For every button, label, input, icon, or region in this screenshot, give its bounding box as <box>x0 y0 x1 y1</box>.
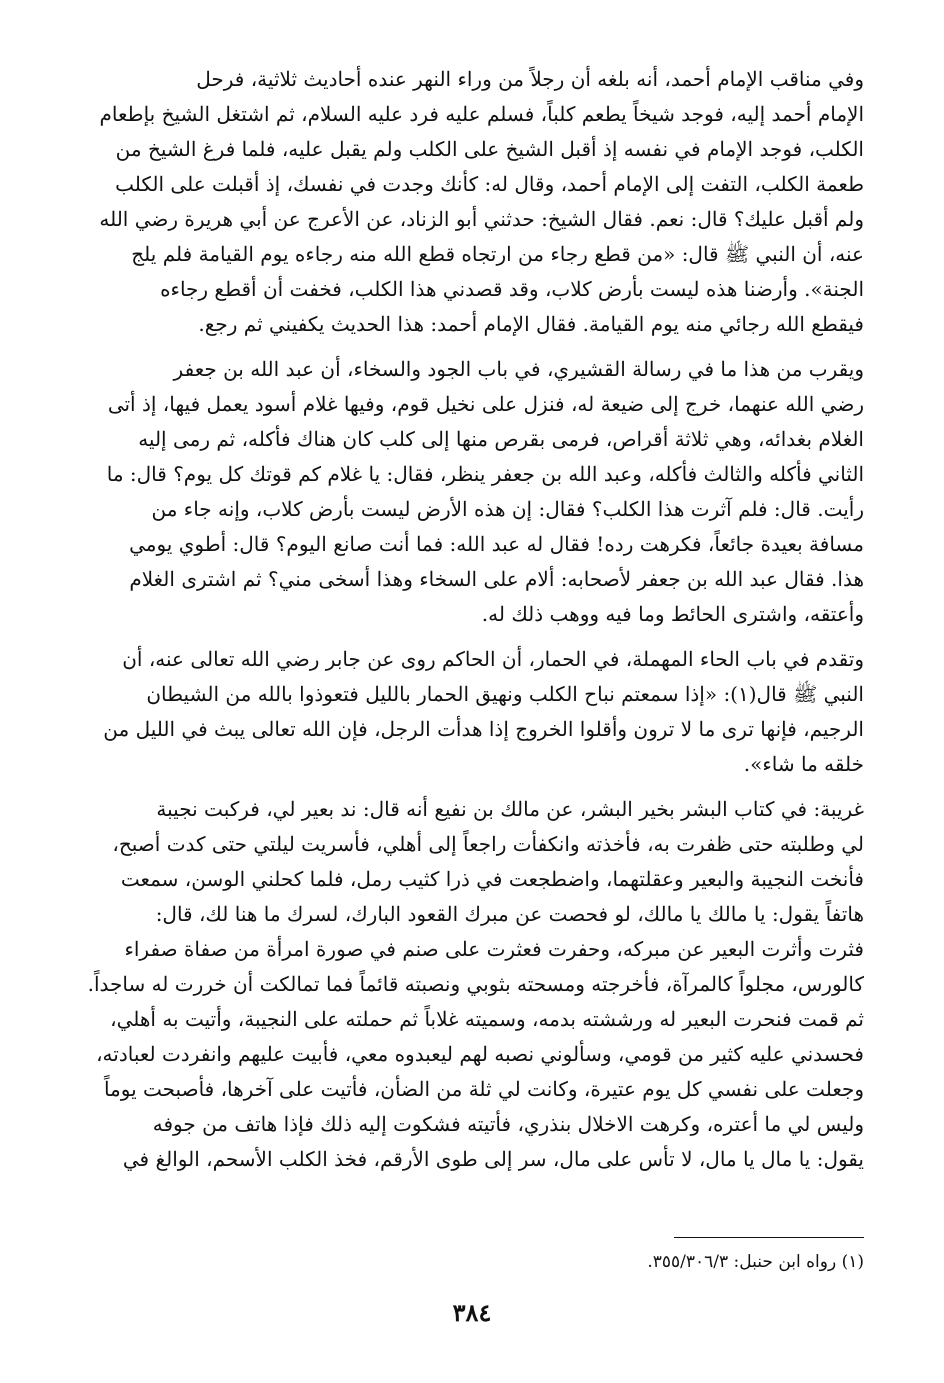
text-line: وفي مناقب الإمام أحمد، أنه بلغه أن رجلاً من وراء النهر عنده أحاديث ثلاثية، فرحل <box>196 67 864 91</box>
footnote: (١) رواه ابن حنبل: ٣٥٥/٣٠٦/٣. <box>647 1252 864 1272</box>
page-number: ٣٨٤ <box>452 1298 492 1327</box>
text-line: الثاني فأكله والثالث فأكله، وعبد الله بن جعفر ينظر، فقال: يا غلام كم قوتك كل يوم؟ قال: ما <box>106 462 864 486</box>
text-line: فيقطع الله رجائي منه يوم القيامة. فقال الإمام أحمد: هذا الحديث يكفيني ثم رجع. <box>198 312 864 336</box>
text-line: النبي ﷺ قال(١): «إذا سمعتم نباح الكلب ونهيق الحمار بالليل فتعوذوا بالله من الشيطان <box>146 682 864 706</box>
footnote-separator <box>674 1237 864 1238</box>
text-line: وتقدم في باب الحاء المهملة، في الحمار، أن الحاكم روى عن جابر رضي الله تعالى عنه، أن <box>122 647 864 671</box>
paragraph <box>80 62 864 342</box>
paragraph <box>80 792 864 1177</box>
text-line: كالورس، مجلواً كالمرآة، فأخرجته ومسحته بثوبي ونصبته قائماً فما تمالكت أن خررت له ساجداً. <box>87 972 864 996</box>
text-line: الإمام أحمد إليه، فوجد شيخاً يطعم كلباً، فسلم عليه فرد عليه السلام، ثم اشتغل الشيخ بإطعام <box>99 102 864 126</box>
text-line: غريبة: في كتاب البشر بخير البشر، عن مالك بن نفيع أنه قال: ند بعير لي، فركبت نجيبة <box>156 797 864 821</box>
text-line: يقول: يا مال يا مال، لا تأس على مال، سر إلى طوى الأرقم، فخذ الكلب الأسحم، الوالغ في <box>122 1147 864 1171</box>
text-line: رأيت. قال: فلم آثرت هذا الكلب؟ فقال: إن هذه الأرض ليست بأرض كلاب، وإنه جاء من <box>151 497 864 521</box>
text-line: فحسدني عليه كثير من قومي، وسألوني نصبه لهم ليعبدوه معي، فأبيت عليهم وانفردت لعبادته، <box>96 1042 864 1066</box>
paragraph <box>80 352 864 632</box>
text-line: مسافة بعيدة جائعاً، فكرهت رده! فقال له عبد الله: فما أنت صانع اليوم؟ قال: أطوي يومي <box>129 532 864 556</box>
text-line: وأعتقه، واشترى الحائط وما فيه ووهب ذلك له. <box>481 602 864 626</box>
text-line: فأنخت النجيبة والبعير وعقلتهما، واضطجعت في ذرا كثيب رمل، فلما كحلني الوسن، سمعت <box>120 867 864 891</box>
paragraph <box>80 642 864 782</box>
text-line: ثم قمت فنحرت البعير له ورششته بدمه، وسميته غلاباً ثم حملته على النجيبة، وأتيت به أهلي، <box>110 1007 864 1031</box>
text-line: وجعلت على نفسي كل يوم عتيرة، وكانت لي ثلة من الضأن، فأتيت على آخرها، فأصبحت يوماً <box>103 1077 864 1101</box>
text-line: لي وطلبته حتى ظفرت به، فأخذته وانكفأت راجعاً إلى أهلي، فأسريت ليلتي حتى كدت أصبح، <box>112 832 864 856</box>
text-line: عنه، أن النبي ﷺ قال: «من قطع رجاء من ارتجاه قطع الله منه رجاءه يوم القيامة فلم يلج <box>131 242 864 266</box>
text-line: رضي الله عنهما، خرج إلى ضيعة له، فنزل على نخيل قوم، وفيها غلام أسود يعمل فيها، إذ أتى <box>107 392 864 416</box>
text-line: وليس لي ما أعتره، وكرهت الاخلال بنذري، فأتيته فشكوت إليه ذلك فإذا هاتف من جوفه <box>152 1112 864 1136</box>
text-line: ولم أقبل عليك؟ قال: نعم. فقال الشيخ: حدثني أبو الزناد، عن الأعرج عن أبي هريرة رضي الله <box>99 207 864 231</box>
text-line: الرجيم، فإنها ترى ما لا ترون وأقلوا الخروج إذا هدأت الرجل، فإن الله تعالى يبث في الليل من <box>103 717 864 741</box>
text-line: خلقه ما شاء». <box>743 752 864 776</box>
text-line: الجنة». وأرضنا هذه ليست بأرض كلاب، وقد قصدني هذا الكلب، فخفت أن أقطع رجاءه <box>160 277 864 301</box>
text-line: ويقرب من هذا ما في رسالة القشيري، في باب الجود والسخاء، أن عبد الله بن جعفر <box>173 357 864 381</box>
text-line: هذا. فقال عبد الله بن جعفر لأصحابه: ألام على السخاء وهذا أسخى مني؟ ثم اشترى الغلام <box>129 567 864 591</box>
body-text <box>80 62 864 1177</box>
text-line: الغلام بغدائه، وهي ثلاثة أقراص، فرمى بقرص منها إلى كلب كان هناك فأكله، ثم رمى إليه <box>138 427 864 451</box>
text-line: الكلب، فوجد الإمام في نفسه إذ أقبل الشيخ على الكلب ولم يقبل عليه، فلما فرغ الشيخ من <box>115 137 864 161</box>
text-line: فثرت وأثرت البعير عن مبركه، وحفرت فعثرت على صنم في صورة امرأة من صفاة صفراء <box>124 937 864 961</box>
text-line: هاتفاً يقول: يا مالك يا مالك، لو فحصت عن مبرك القعود البارك، لسرك ما هنا لك، قال: <box>155 902 864 926</box>
text-line: طعمة الكلب، التفت إلى الإمام أحمد، وقال له: كأنك وجدت في نفسك، إذ أقبلت على الكلب <box>115 172 864 196</box>
